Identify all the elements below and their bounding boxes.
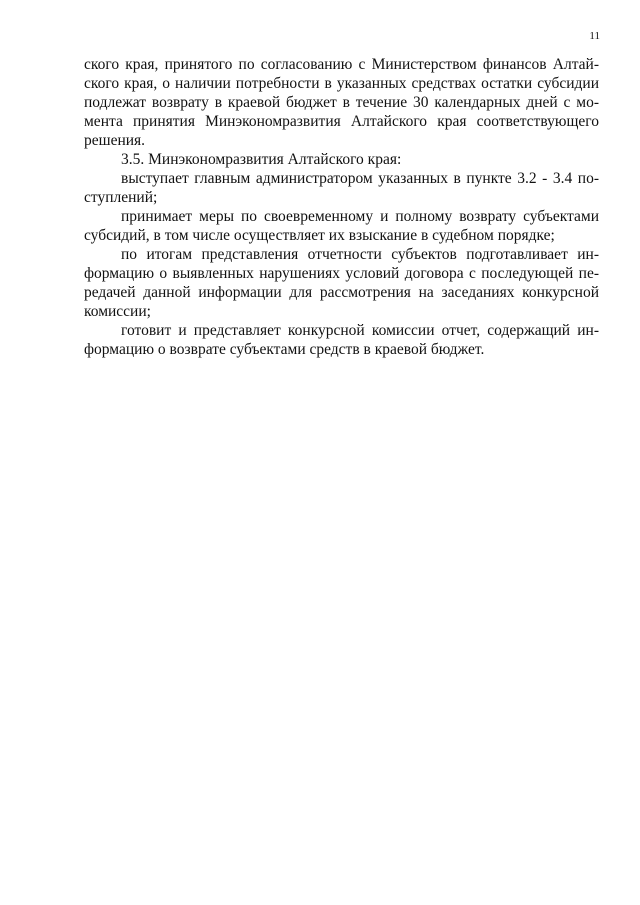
text-line: субсидий, в том числе осуществляет их взыскание в судебном порядке; — [84, 227, 555, 244]
page-number: 11 — [589, 30, 600, 42]
text-line: ского края, о наличии потребности в указанных средствах остатки субсидии — [84, 75, 599, 92]
text-line: формацию о выявленных нарушениях условий договора с последующей пе- — [84, 265, 599, 282]
text-line: редачей данной информации для рассмотрения на заседаниях конкурсной — [84, 284, 599, 301]
text-line: решения. — [84, 132, 146, 149]
text-line: мента принятия Минэкономразвития Алтайского края соответствующего — [84, 113, 599, 130]
text-line: подлежат возврату в краевой бюджет в течение 30 календарных дней с мо- — [84, 94, 599, 111]
text-line: выступает главным администратором указанных в пункте 3.2 - 3.4 по- — [121, 170, 599, 187]
text-line: комиссии; — [84, 303, 151, 320]
text-line: готовит и представляет конкурсной комиссии отчет, содержащий ин- — [121, 322, 599, 339]
section-heading-line: 3.5. Минэкономразвития Алтайского края: — [121, 151, 402, 168]
text-line: формацию о возврате субъектами средств в краевой бюджет. — [84, 341, 485, 358]
text-line: ского края, принятого по согласованию с Министерством финансов Алтай- — [84, 56, 599, 73]
text-line: принимает меры по своевременному и полному возврату субъектами — [121, 208, 599, 225]
text-line: ступлений; — [84, 189, 158, 206]
document-body — [84, 55, 599, 359]
text-line: по итогам представления отчетности субъектов подготавливает ин- — [121, 246, 599, 263]
